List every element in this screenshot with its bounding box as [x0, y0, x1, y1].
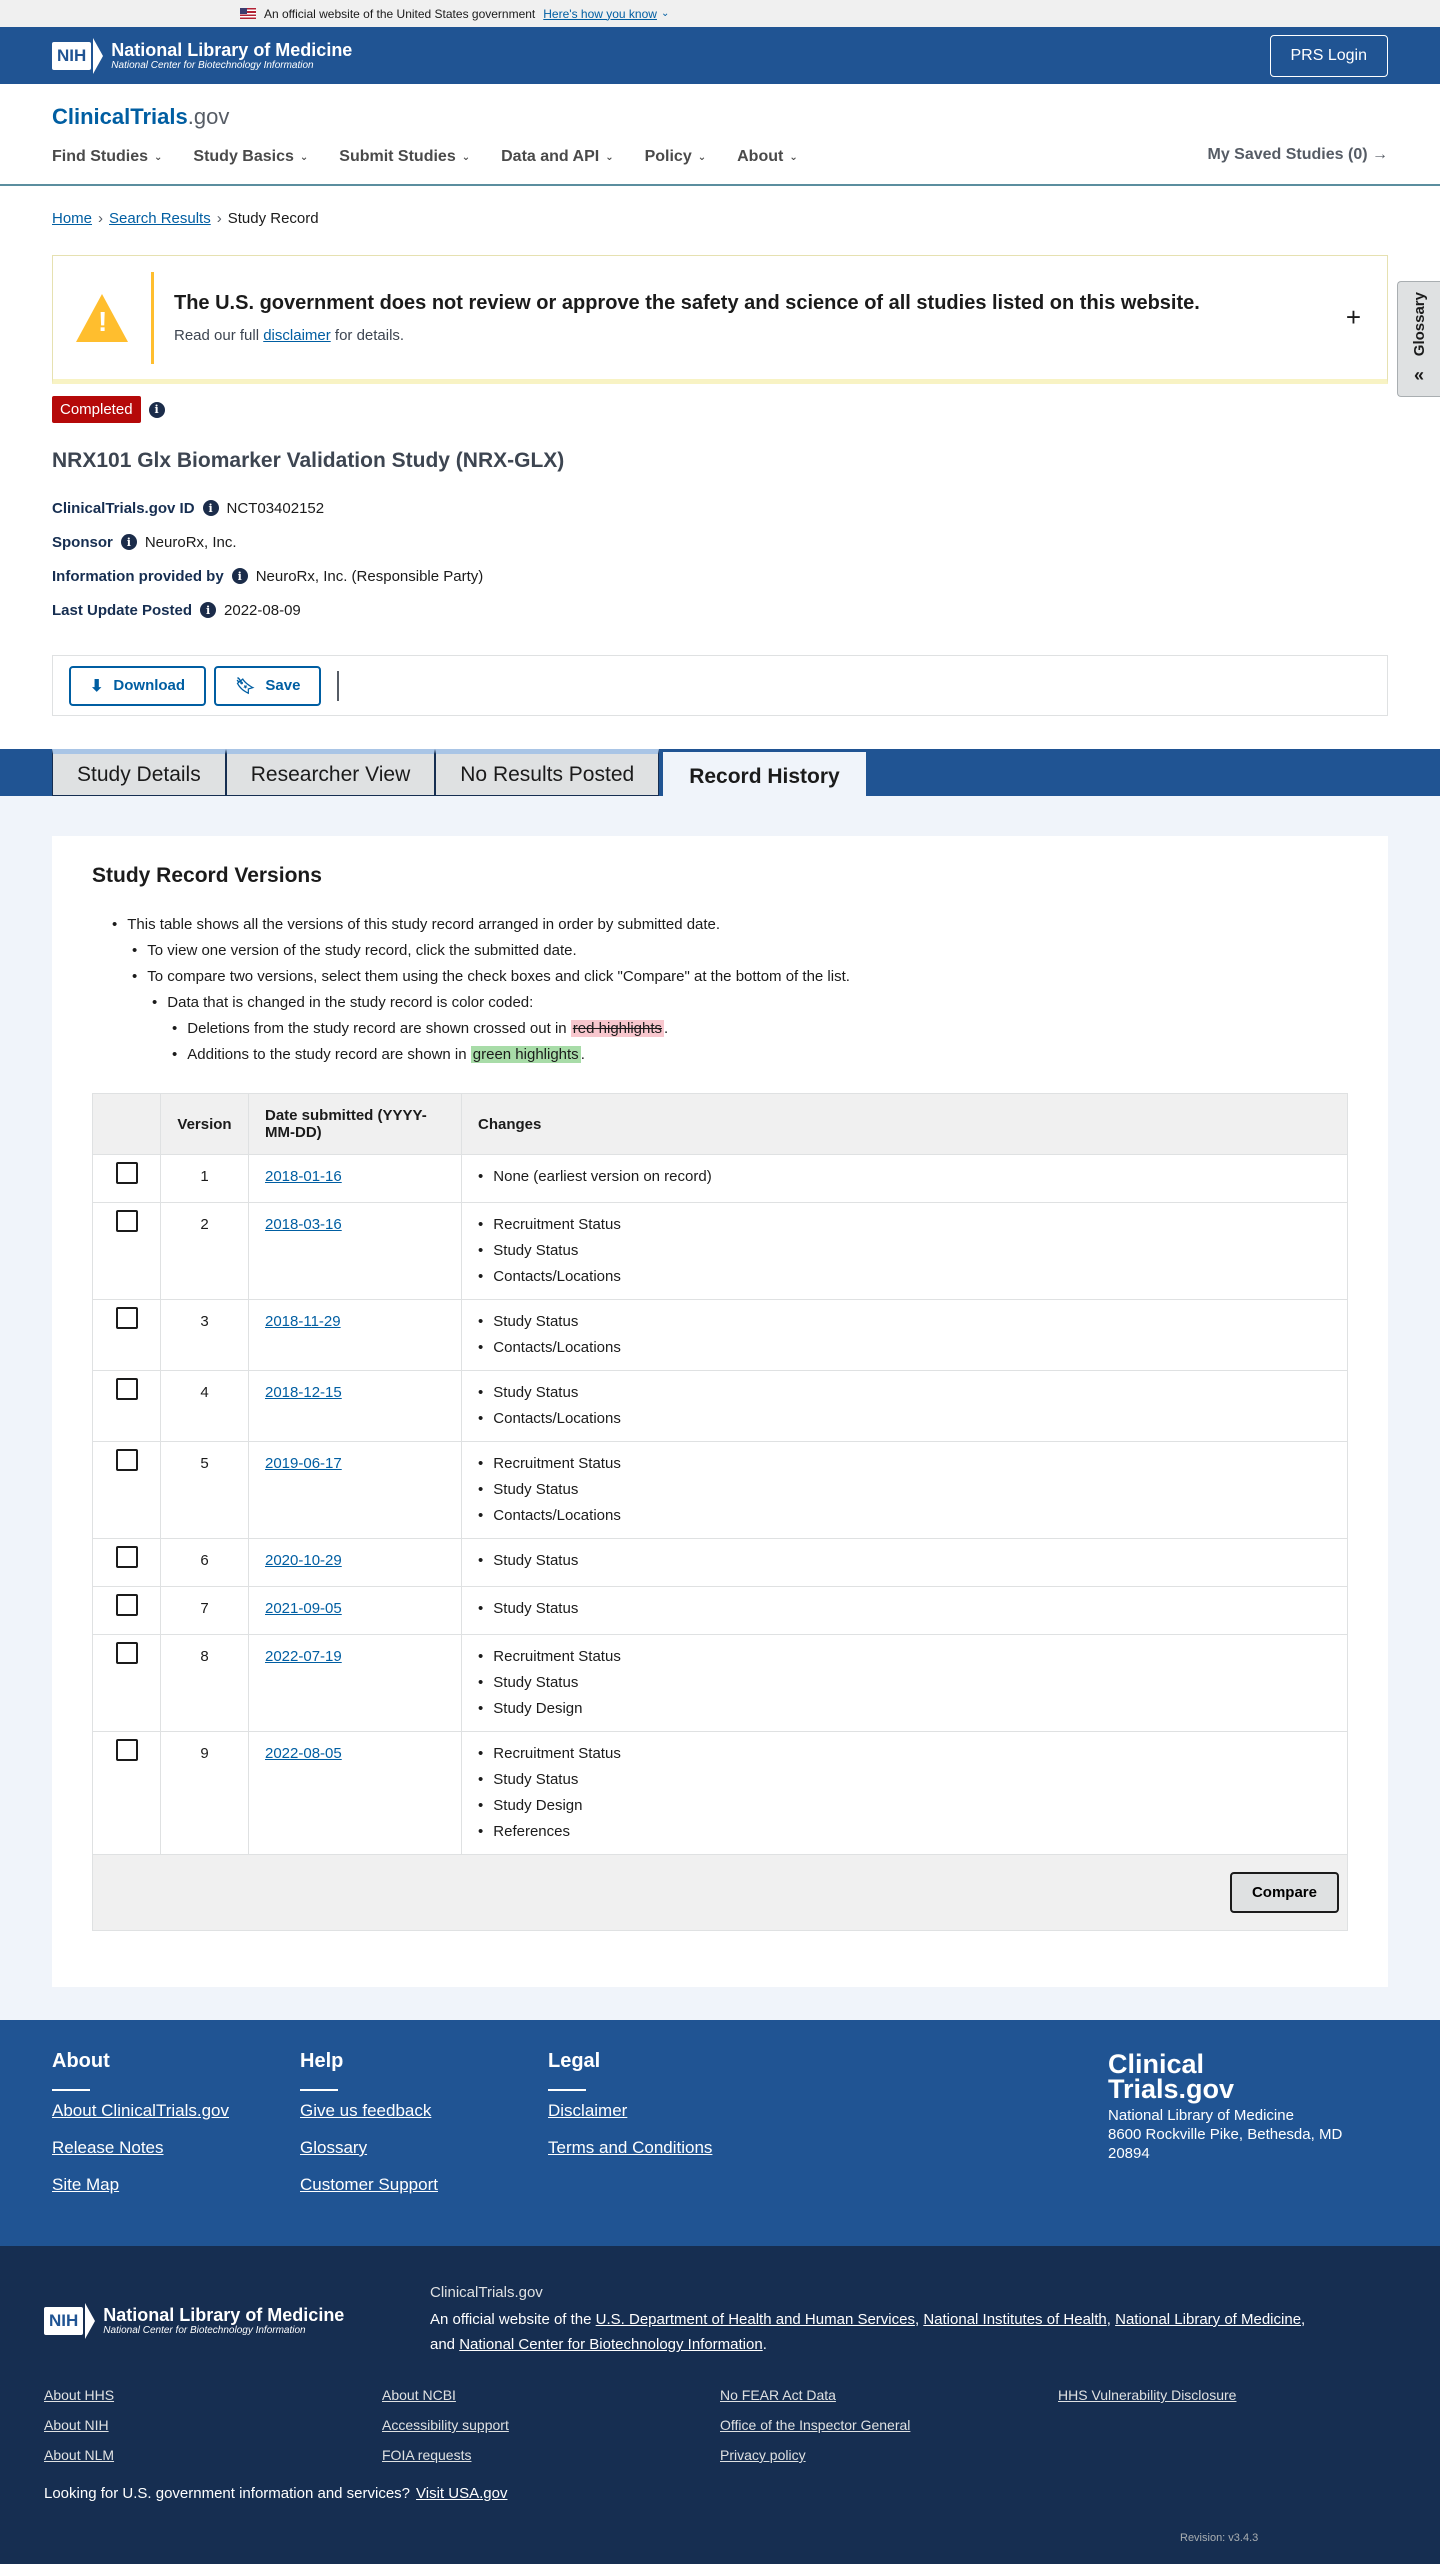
- nlm-link[interactable]: National Library of Medicine: [1115, 2311, 1302, 2328]
- version-date-link[interactable]: 2020-10-29: [265, 1552, 342, 1569]
- version-number: 3: [161, 1300, 249, 1371]
- saved-studies-link[interactable]: [1208, 146, 1389, 164]
- select-cell: [93, 1300, 161, 1371]
- nlm-name: National Library of Medicine: [111, 39, 353, 60]
- download-icon: ⬇: [90, 677, 104, 695]
- version-date-link[interactable]: 2022-08-05: [265, 1745, 342, 1762]
- disclaimer-alert: [52, 255, 1388, 384]
- footer-legal-heading: Legal: [548, 2050, 601, 2072]
- select-cell: [93, 1203, 161, 1300]
- date-cell: [249, 1732, 462, 1855]
- version-number: 6: [161, 1539, 249, 1587]
- tab-study-details[interactable]: Study Details: [52, 749, 226, 796]
- version-checkbox[interactable]: [116, 1210, 138, 1232]
- instruction-1: This table shows all the versions of this study record arranged in order by submitted date.: [127, 916, 721, 933]
- how-you-know-link[interactable]: Here's how you know: [543, 6, 657, 21]
- changes-cell: [462, 1300, 1348, 1371]
- version-number: 2: [161, 1203, 249, 1300]
- info-icon[interactable]: i: [232, 568, 248, 584]
- alert-pre: Read our full: [174, 326, 264, 344]
- alert-post: for details.: [330, 326, 405, 344]
- footer-logo-line2: Trials.gov: [1108, 2074, 1235, 2104]
- expand-plus-icon[interactable]: +: [1345, 302, 1361, 332]
- hhs-link[interactable]: U.S. Department of Health and Human Services: [595, 2311, 915, 2328]
- status-badge: Completed: [52, 396, 141, 423]
- footer-link[interactable]: About ClinicalTrials.gov: [52, 2101, 229, 2120]
- id-label: ClinicalTrials.gov ID: [52, 499, 195, 517]
- nih-link[interactable]: National Institutes of Health: [923, 2311, 1107, 2328]
- download-label: Download: [113, 677, 186, 694]
- nav-policy[interactable]: [645, 148, 707, 166]
- chevron-down-icon: ⌄: [299, 151, 309, 163]
- version-checkbox[interactable]: [116, 1162, 138, 1184]
- clinicaltrials-logo[interactable]: [52, 104, 1388, 130]
- action-divider: [337, 671, 339, 701]
- breadcrumb-home[interactable]: Home: [52, 210, 93, 227]
- agency-link[interactable]: Privacy policy: [720, 2447, 806, 2463]
- footer-about-heading: About: [52, 2050, 110, 2072]
- tab-no-results-posted[interactable]: No Results Posted: [435, 749, 659, 796]
- date-cell: [249, 1442, 462, 1539]
- version-checkbox[interactable]: [116, 1594, 138, 1616]
- version-checkbox[interactable]: [116, 1449, 138, 1471]
- table-row: [93, 1300, 1348, 1371]
- save-label: Save: [265, 677, 301, 694]
- agency-link[interactable]: No FEAR Act Data: [720, 2387, 836, 2403]
- versions-instructions: • This table shows all the versions of this study record arranged in order by submitted date. • To view one version of the study record, click the submitted date. • To compare two versions, select them using the check boxes and click "Compare" at the bottom of the list. • Data that is changed in the study record is color coded: • Deletions from the study record are shown crossed out in red highlights . • Additions to the study record are shown in green highlights .: [92, 912, 1348, 1068]
- change-item: • Study Status: [478, 1309, 1331, 1335]
- breadcrumb-search-results[interactable]: Search Results: [109, 210, 211, 227]
- nav-study-basics[interactable]: [193, 148, 308, 166]
- version-number: 8: [161, 1635, 249, 1732]
- versions-heading: Study Record Versions: [92, 864, 322, 887]
- change-item: • Study Status: [478, 1380, 1331, 1406]
- action-bar: [52, 655, 1388, 716]
- agency-link[interactable]: About NIH: [44, 2417, 109, 2433]
- version-checkbox[interactable]: [116, 1378, 138, 1400]
- address-line: 20894: [1108, 2145, 1150, 2162]
- agency-footer: [0, 2246, 1440, 2564]
- changes-cell: [462, 1635, 1348, 1732]
- footer-link[interactable]: Give us feedback: [300, 2101, 432, 2120]
- update-value: 2022-08-09: [224, 601, 301, 619]
- nav-label: Data and API: [501, 148, 600, 165]
- footer-link[interactable]: Customer Support: [300, 2175, 438, 2194]
- agency-link[interactable]: About NLM: [44, 2447, 115, 2463]
- table-row: [93, 1539, 1348, 1587]
- change-item: • References: [478, 1819, 1331, 1845]
- study-tabs: [0, 749, 1440, 796]
- agency-link[interactable]: About HHS: [44, 2387, 115, 2403]
- col-select: [93, 1094, 161, 1155]
- version-checkbox[interactable]: [116, 1642, 138, 1664]
- footer-link[interactable]: Terms and Conditions: [548, 2138, 713, 2157]
- ct-header: [0, 84, 1440, 186]
- alert-subtext: [174, 327, 1200, 344]
- nih-logo-arrow: [85, 2303, 95, 2339]
- footer-link[interactable]: Glossary: [300, 2138, 368, 2157]
- chevron-down-icon: ⌄: [461, 151, 471, 163]
- agency-link[interactable]: HHS Vulnerability Disclosure: [1058, 2387, 1237, 2403]
- nav-find-studies[interactable]: [52, 148, 162, 166]
- version-number: 1: [161, 1155, 249, 1203]
- version-number: 9: [161, 1732, 249, 1855]
- agency-links: [44, 2387, 1396, 2477]
- official-pre: An official website of the: [430, 2311, 596, 2328]
- usa-gov-link[interactable]: Visit USA.gov: [416, 2485, 508, 2502]
- usa-gov-line: [44, 2485, 1396, 2502]
- instruction-4: Data that is changed in the study record is color coded:: [167, 994, 534, 1011]
- version-date-link[interactable]: 2018-12-15: [265, 1384, 342, 1401]
- ncbi-name: National Center for Biotechnology Information: [103, 2324, 306, 2336]
- table-row: [93, 1371, 1348, 1442]
- agency-link[interactable]: Office of the Inspector General: [720, 2417, 911, 2433]
- instruction-5: Deletions from the study record are shown crossed out in: [187, 1020, 571, 1037]
- version-number: 7: [161, 1587, 249, 1635]
- download-button[interactable]: [69, 666, 206, 706]
- warning-icon: !: [76, 294, 128, 342]
- change-item: • Recruitment Status: [478, 1644, 1331, 1670]
- provided-label: Information provided by: [52, 567, 224, 585]
- revision-text: Revision: v3.4.3: [1180, 2532, 1259, 2544]
- nih-logo-box: NIH: [52, 42, 91, 70]
- version-checkbox[interactable]: [116, 1739, 138, 1761]
- compare-row: [92, 1855, 1348, 1931]
- col-version: Version: [161, 1094, 249, 1155]
- select-cell: [93, 1371, 161, 1442]
- agency-link[interactable]: Accessibility support: [382, 2417, 509, 2433]
- green-highlight-sample: green highlights: [472, 1046, 579, 1063]
- nav-about[interactable]: [737, 148, 798, 166]
- prs-login-button[interactable]: PRS Login: [1270, 35, 1389, 77]
- nav-label: Submit Studies: [339, 148, 456, 165]
- version-date-link[interactable]: 2018-03-16: [265, 1216, 342, 1233]
- table-row: [93, 1155, 1348, 1203]
- main-nav: [52, 148, 1388, 166]
- breadcrumb: [52, 186, 1388, 255]
- chevron-down-icon: ⌄: [789, 151, 798, 163]
- version-date-link[interactable]: 2022-07-19: [265, 1648, 342, 1665]
- select-cell: [93, 1635, 161, 1732]
- col-date: Date submitted (YYYY-MM-DD): [249, 1094, 462, 1155]
- gov-banner-text: An official website of the United States government: [264, 6, 536, 21]
- change-item: • Study Design: [478, 1793, 1331, 1819]
- sponsor-value: NeuroRx, Inc.: [144, 533, 237, 551]
- change-item: • Recruitment Status: [478, 1741, 1331, 1767]
- date-cell: [249, 1587, 462, 1635]
- version-date-link[interactable]: 2019-06-17: [265, 1455, 342, 1472]
- looking-text: Looking for U.S. government information and services?: [44, 2485, 411, 2502]
- instruction-6: Additions to the study record are shown in: [187, 1046, 471, 1063]
- changes-cell: [462, 1442, 1348, 1539]
- info-icon[interactable]: i: [200, 602, 216, 618]
- double-chevron-left-icon: «: [1413, 365, 1424, 385]
- tab-record-history[interactable]: Record History: [663, 752, 866, 796]
- select-cell: [93, 1587, 161, 1635]
- change-item: • Contacts/Locations: [478, 1335, 1331, 1361]
- nih-logo[interactable]: [52, 38, 352, 74]
- nav-label: Policy: [644, 148, 692, 165]
- chevron-down-icon: ⌄: [660, 8, 670, 19]
- footer-help-heading: Help: [300, 2050, 344, 2072]
- nav-data-api[interactable]: [501, 148, 613, 166]
- nih-logo-box: NIH: [44, 2307, 83, 2335]
- footer-link[interactable]: Release Notes: [52, 2138, 164, 2157]
- chevron-right-icon: ›: [98, 210, 104, 227]
- changes-cell: [462, 1539, 1348, 1587]
- alert-title: The U.S. government does not review or approve the safety and science of all studies listed on this website.: [174, 291, 1200, 314]
- address-line: 8600 Rockville Pike, Bethesda, MD: [1108, 2126, 1343, 2143]
- info-icon[interactable]: i: [203, 500, 219, 516]
- version-number: 4: [161, 1371, 249, 1442]
- nih-logo-arrow: [93, 38, 103, 74]
- official-website-info: [430, 2284, 1305, 2357]
- study-meta: [52, 491, 1388, 627]
- id-value: NCT03402152: [226, 499, 325, 517]
- footer-link[interactable]: Disclaimer: [548, 2101, 628, 2120]
- change-item: • Recruitment Status: [478, 1451, 1331, 1477]
- chevron-down-icon: ⌄: [697, 151, 707, 163]
- col-changes: Changes: [462, 1094, 1348, 1155]
- nav-label: Study Basics: [193, 148, 294, 165]
- red-highlight-sample: red highlights: [572, 1020, 663, 1037]
- version-checkbox[interactable]: [116, 1546, 138, 1568]
- footer-logo[interactable]: [1108, 2049, 1342, 2104]
- official-text: An official website of the U.S. Department of Health and Human Services, National Institutes of Health, National Library of Medicine, and National Center for Biotechnology Information.: [430, 2311, 1306, 2353]
- select-cell: [93, 1442, 161, 1539]
- date-cell: [249, 1300, 462, 1371]
- glossary-tab[interactable]: [1397, 281, 1440, 397]
- change-item: • Study Status: [478, 1477, 1331, 1503]
- table-row: [93, 1635, 1348, 1732]
- info-icon[interactable]: i: [149, 402, 165, 418]
- date-cell: [249, 1371, 462, 1442]
- version-date-link[interactable]: 2018-01-16: [265, 1168, 342, 1185]
- chevron-down-icon: ⌄: [605, 151, 614, 163]
- compare-button[interactable]: Compare: [1230, 1872, 1339, 1913]
- version-number: 5: [161, 1442, 249, 1539]
- info-icon[interactable]: i: [121, 534, 137, 550]
- table-row: [93, 1442, 1348, 1539]
- logo-suffix: .gov: [187, 104, 230, 129]
- change-item: • Study Design: [478, 1696, 1331, 1722]
- select-cell: [93, 1539, 161, 1587]
- study-title: NRX101 Glx Biomarker Validation Study (NRX-GLX): [52, 449, 565, 472]
- tab-researcher-view[interactable]: Researcher View: [226, 749, 436, 796]
- footer-nih-logo[interactable]: [44, 2284, 430, 2357]
- save-button[interactable]: [214, 666, 321, 706]
- footer-logo-line1: Clinical: [1108, 2049, 1205, 2079]
- table-row: [93, 1203, 1348, 1300]
- footer-legal: [548, 2050, 796, 2246]
- footer-address: [1108, 2106, 1342, 2163]
- date-cell: [249, 1203, 462, 1300]
- address-line: National Library of Medicine: [1108, 2107, 1294, 2124]
- change-item: • Contacts/Locations: [478, 1264, 1331, 1290]
- date-cell: [249, 1635, 462, 1732]
- date-cell: [249, 1155, 462, 1203]
- disclaimer-link[interactable]: disclaimer: [263, 326, 331, 344]
- change-item: • Contacts/Locations: [478, 1406, 1331, 1432]
- ncbi-link[interactable]: National Center for Biotechnology Information: [459, 2336, 763, 2353]
- chevron-down-icon: ⌄: [154, 151, 163, 163]
- change-item: • None (earliest version on record): [478, 1164, 1331, 1190]
- glossary-label: Glossary: [1410, 292, 1428, 357]
- footer-help: [300, 2050, 548, 2246]
- versions-table: [92, 1093, 1348, 1855]
- version-date-link[interactable]: 2018-11-29: [265, 1313, 341, 1330]
- chevron-right-icon: ›: [216, 210, 222, 227]
- us-flag-icon: [240, 8, 256, 19]
- change-item: • Study Status: [478, 1596, 1331, 1622]
- logo-main: ClinicalTrials: [52, 104, 188, 129]
- versions-card: [52, 836, 1388, 1987]
- instruction-2: To view one version of the study record, click the submitted date.: [147, 942, 577, 959]
- gov-banner: [0, 0, 1440, 27]
- version-date-link[interactable]: 2021-09-05: [265, 1600, 342, 1617]
- nav-label: Find Studies: [52, 148, 148, 165]
- ncbi-name: National Center for Biotechnology Information: [111, 59, 314, 71]
- changes-cell: [462, 1371, 1348, 1442]
- change-item: • Study Status: [478, 1238, 1331, 1264]
- table-row: [93, 1732, 1348, 1855]
- changes-cell: [462, 1587, 1348, 1635]
- change-item: • Study Status: [478, 1670, 1331, 1696]
- footer-link[interactable]: Site Map: [52, 2175, 120, 2194]
- change-item: • Recruitment Status: [478, 1212, 1331, 1238]
- agency-link[interactable]: FOIA requests: [382, 2447, 472, 2463]
- breadcrumb-current: Study Record: [227, 210, 319, 227]
- changes-cell: [462, 1732, 1348, 1855]
- site-footer: [0, 2020, 1440, 2246]
- nih-header: [0, 27, 1440, 84]
- change-item: • Contacts/Locations: [478, 1503, 1331, 1529]
- change-item: • Study Status: [478, 1767, 1331, 1793]
- select-cell: [93, 1155, 161, 1203]
- date-cell: [249, 1539, 462, 1587]
- changes-cell: [462, 1155, 1348, 1203]
- arrow-right-icon: →: [1372, 146, 1388, 163]
- sponsor-label: Sponsor: [52, 533, 113, 551]
- nav-submit-studies[interactable]: [339, 148, 470, 166]
- footer-about: [52, 2050, 300, 2246]
- footer-brand: [1108, 2049, 1343, 2163]
- select-cell: [93, 1732, 161, 1855]
- nlm-name: National Library of Medicine: [103, 2304, 345, 2325]
- changes-cell: [462, 1203, 1348, 1300]
- agency-link[interactable]: About NCBI: [382, 2387, 456, 2403]
- table-row: [93, 1587, 1348, 1635]
- bookmark-icon: 🔖︎: [235, 677, 256, 695]
- provided-value: NeuroRx, Inc. (Responsible Party): [255, 567, 484, 585]
- saved-studies-label: My Saved Studies (0): [1207, 146, 1368, 163]
- version-checkbox[interactable]: [116, 1307, 138, 1329]
- change-item: • Study Status: [478, 1548, 1331, 1574]
- footer-site-name: ClinicalTrials.gov: [430, 2284, 543, 2301]
- instruction-3: To compare two versions, select them using the check boxes and click "Compare" at the bottom of the list.: [147, 968, 850, 985]
- update-label: Last Update Posted: [52, 601, 193, 619]
- nav-label: About: [737, 148, 784, 165]
